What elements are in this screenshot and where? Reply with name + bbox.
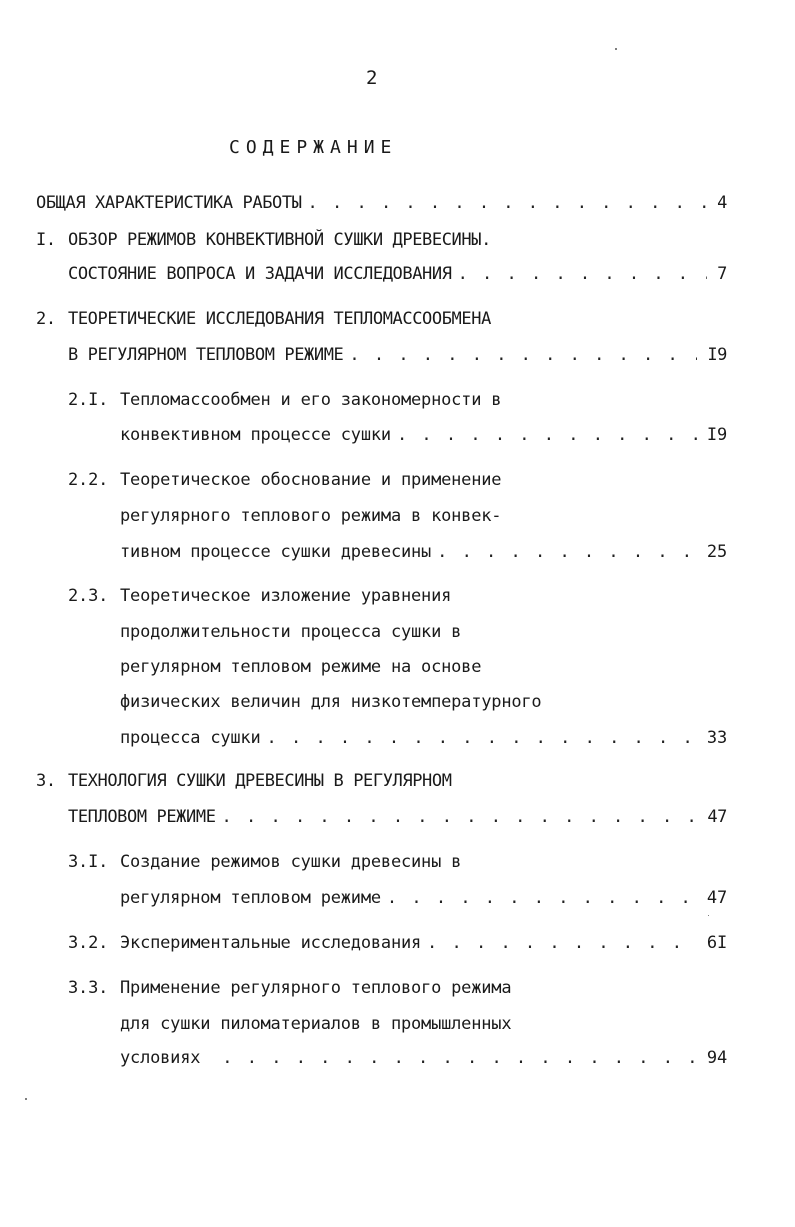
toc-entry-line: физических величин для низкотемпературного	[120, 692, 542, 712]
toc-entry-intro[interactable]	[36, 193, 727, 213]
toc-entry-3-3[interactable]	[120, 1048, 727, 1068]
toc-entry-line: ТЕХНОЛОГИЯ СУШКИ ДРЕВЕСИНЫ В РЕГУЛЯРНОМ	[68, 771, 452, 791]
toc-entry-line: Теоретическое изложение уравнения	[120, 586, 452, 606]
toc-entry-label: тивном процессе сушки древесины	[120, 542, 432, 562]
toc-page-number: 47	[707, 807, 727, 827]
toc-entry-number: I.	[36, 230, 56, 250]
dot-leader	[397, 425, 697, 445]
toc-entry-2-3[interactable]	[120, 728, 727, 748]
toc-entry-label: Экспериментальные исследования	[120, 933, 422, 953]
toc-entry-2[interactable]	[68, 345, 727, 365]
toc-entry-label: процесса сушки	[120, 728, 261, 748]
toc-entry-number: 2.3.	[68, 586, 109, 606]
dot-leader	[222, 807, 698, 827]
page-title: СОДЕРЖАНИЕ	[229, 137, 398, 158]
toc-entry-line: продолжительности процесса сушки в	[120, 622, 462, 642]
toc-page-number: 4	[717, 193, 727, 213]
toc-entry-number: 3.2.	[68, 933, 109, 953]
toc-entry-number: 2.I.	[68, 390, 109, 410]
toc-page-number: I9	[707, 345, 727, 365]
toc-page-number: 47	[706, 888, 727, 908]
toc-entry-3-2[interactable]	[120, 933, 727, 953]
dot-leader	[427, 933, 697, 953]
toc-entry-3-1[interactable]	[120, 888, 727, 908]
toc-entry-2-2[interactable]	[120, 542, 727, 562]
toc-entry-label: регулярном тепловом режиме	[120, 888, 381, 908]
page-number: 2	[366, 67, 378, 89]
dot-leader	[222, 1048, 697, 1068]
toc-entry-label: В РЕГУЛЯРНОМ ТЕПЛОВОМ РЕЖИМЕ	[68, 345, 344, 365]
toc-page-number: 7	[717, 264, 727, 284]
dot-leader	[387, 888, 697, 908]
toc-entry-label: конвективном процессе сушки	[120, 425, 391, 445]
toc-entry-number: 3.3.	[68, 978, 109, 998]
toc-entry-number: 2.2.	[68, 470, 109, 490]
toc-entry-number: 3.I.	[68, 852, 109, 872]
toc-page-number: 94	[706, 1048, 727, 1068]
toc-entry-line: ТЕОРЕТИЧЕСКИЕ ИССЛЕДОВАНИЯ ТЕПЛОМАССООБМЕНА	[68, 309, 491, 329]
toc-entry-label: условиях	[120, 1048, 201, 1068]
dot-leader	[349, 345, 697, 365]
toc-entry-line: Применение регулярного теплового режима	[120, 978, 512, 998]
toc-page-number: 6I	[706, 933, 727, 953]
toc-page-number: I9	[706, 425, 727, 445]
toc-entry-label: ОБЩАЯ ХАРАКТЕРИСТИКА РАБОТЫ	[36, 193, 302, 213]
toc-entry-line: Тепломассообмен и его закономерности в	[120, 390, 502, 410]
toc-page-number: 33	[706, 728, 727, 748]
toc-entry-line: Создание режимов сушки древесины в	[120, 852, 462, 872]
toc-entry-line: регулярном тепловом режиме на основе	[120, 657, 482, 677]
dot-leader	[308, 193, 708, 213]
toc-page-number: 25	[706, 542, 727, 562]
toc-entry-label: ТЕПЛОВОМ РЕЖИМЕ	[68, 807, 216, 827]
toc-entry-line: Теоретическое обоснование и применение	[120, 470, 502, 490]
dot-leader	[458, 264, 708, 284]
toc-entry-3[interactable]	[68, 807, 727, 827]
toc-entry-number: 2.	[36, 309, 56, 329]
scan-speck	[708, 915, 709, 916]
dot-leader	[437, 542, 697, 562]
toc-entry-line: ОБЗОР РЕЖИМОВ КОНВЕКТИВНОЙ СУШКИ ДРЕВЕСИНЫ.	[68, 230, 491, 250]
toc-entry-number: 3.	[36, 771, 56, 791]
toc-entry-line: для сушки пиломатериалов в промышленных	[120, 1014, 512, 1034]
scan-speck	[615, 48, 617, 50]
dot-leader	[267, 728, 697, 748]
toc-entry-label: СОСТОЯНИЕ ВОПРОСА И ЗАДАЧИ ИССЛЕДОВАНИЯ	[68, 264, 452, 284]
toc-entry-1[interactable]	[68, 264, 727, 284]
toc-entry-2-1[interactable]	[120, 425, 727, 445]
toc-entry-line: регулярного теплового режима в конвек-	[120, 506, 502, 526]
scan-speck	[25, 1098, 27, 1100]
